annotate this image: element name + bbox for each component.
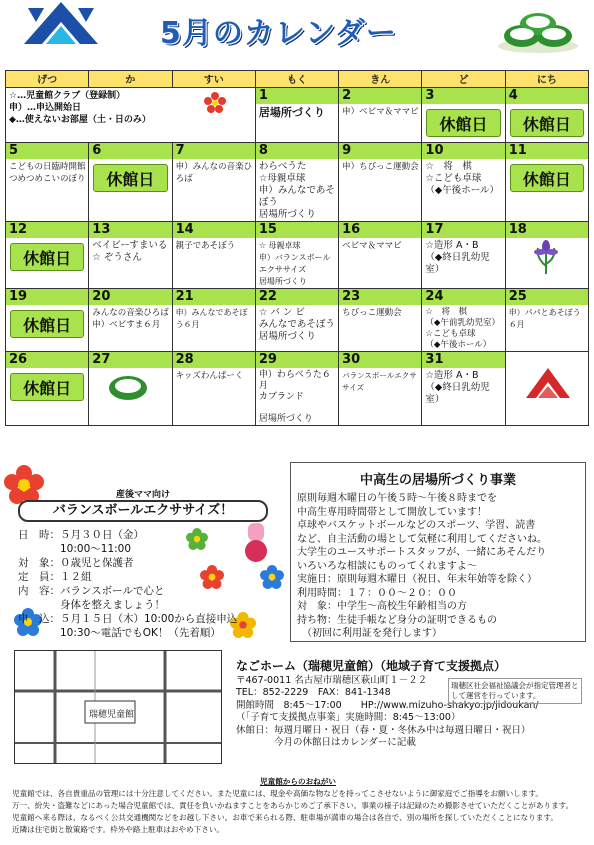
day-number: 3 — [422, 88, 504, 104]
kashiwamochi-icon — [107, 372, 149, 402]
day-number: 4 — [506, 88, 588, 104]
day-number: 31 — [422, 352, 504, 368]
day-cell — [339, 352, 422, 426]
legend-cell — [6, 88, 256, 143]
week-row-5 — [6, 352, 589, 426]
week-row-3 — [6, 222, 589, 289]
day-number: 19 — [6, 289, 88, 305]
day-cell — [89, 143, 172, 222]
closed-label: 休館日 — [10, 243, 84, 271]
day-cell — [172, 222, 255, 289]
day-events: 申）パパとあそぼう６月 — [508, 308, 581, 329]
day-number: 30 — [339, 352, 421, 368]
day-cell — [422, 289, 505, 352]
day-number: 11 — [506, 143, 588, 159]
day-events: ベイビーすまいる ☆ ぞうさん — [92, 240, 168, 263]
weekday-fri: きん — [339, 71, 422, 88]
closed-label: 休館日 — [10, 310, 84, 338]
day-cell — [505, 289, 588, 352]
weekday-wed: すい — [172, 71, 255, 88]
week-row-4 — [6, 289, 589, 352]
iris-icon — [532, 240, 560, 274]
calendar-table — [5, 70, 589, 426]
day-cell — [6, 352, 89, 426]
day-number: 15 — [256, 222, 338, 238]
day-cell — [422, 222, 505, 289]
day-cell — [255, 352, 338, 426]
day-events: こどもの日臨時開館 つめつめこいのぼり — [9, 162, 86, 184]
day-number: 7 — [173, 143, 255, 159]
closed-label: 休館日 — [10, 373, 84, 401]
facility-details: 〒467-0011 名古屋市瑞穂区萩山町１－２２ TEL：852-2229 FAX：841-1348 開館時間 8:45～17:00 HP://www.mizuho-shakyo.jp/jidoukan/ （「子育て支援拠点事業」実施時間：8:45～13:00） 休館日：毎週月曜日・祝日（春・夏・冬休み中は毎週日曜日・祝日） 今月の休館日はカレンダーに記載 — [236, 674, 539, 748]
day-cell — [339, 143, 422, 222]
day-events: 申）ちびっこ運動会 — [342, 162, 419, 172]
day-events: 申）みんなの音楽ひろば — [175, 162, 253, 184]
day-events: ☆造形 A・B （◆終日乳幼児室） — [425, 240, 490, 275]
day-cell — [172, 143, 255, 222]
facility-info — [236, 660, 586, 770]
day-events: 申）わらべうた６月 カブランド 居場所づくり — [258, 370, 331, 424]
day-number: 9 — [339, 143, 421, 159]
day-events: 申）みんなであそぼう６月 — [175, 308, 248, 329]
day-number: 1 — [256, 88, 338, 104]
weekday-thu: もく — [255, 71, 338, 88]
day-events: 親子であそぼう — [175, 241, 236, 251]
page-title: 5月のカレンダー — [160, 16, 397, 51]
day-cell — [505, 222, 588, 289]
weekday-header-row — [6, 71, 589, 88]
day-cell — [89, 222, 172, 289]
day-number: 14 — [173, 222, 255, 238]
youth-program-section — [290, 462, 586, 642]
closed-label: 休館日 — [426, 109, 500, 137]
day-number: 27 — [89, 352, 171, 368]
week-row-2 — [6, 143, 589, 222]
day-cell — [255, 222, 338, 289]
day-cell — [339, 289, 422, 352]
day-number: 5 — [6, 143, 88, 159]
day-events: ☆ 将 棋 （◆午前乳幼児室） ☆こども卓球 （◆午後ホール） — [425, 307, 500, 350]
notice-heading: 児童館からのおねがい — [260, 777, 336, 786]
day-cell — [422, 352, 505, 426]
day-number: 20 — [89, 289, 171, 305]
balance-ball-section — [18, 487, 268, 642]
day-cell — [505, 88, 588, 143]
day-number: 18 — [506, 222, 588, 238]
day-number: 24 — [422, 289, 504, 305]
event-title: バランスボールエクササイズ！ — [18, 500, 268, 522]
day-cell — [422, 88, 505, 143]
weekday-sun: にち — [505, 71, 588, 88]
day-number: 12 — [6, 222, 88, 238]
day-number: 6 — [89, 143, 171, 159]
map-label: 瑞穂児童館 — [89, 710, 135, 720]
day-cell — [422, 143, 505, 222]
day-events: キッズわんぱーく — [175, 371, 244, 381]
day-events: 申）ベビマ＆ママビ — [342, 107, 419, 117]
day-number: 17 — [422, 222, 504, 238]
logo-icon — [22, 0, 100, 46]
notice-text: 児童館では、各自貴重品の管理には十分注意してください。また児童には、現金や高価な物などを持ってこさせないように御家庭でご指導をお願いします。 万一、紛失・盗難などにあった場合児童館では、責任を負いかねますことをあらかじめご了承下さい。事業の様子は記録のため撮影させていただくことがあります。 児童館へ来る際は、なるべく公共交通機関などをお越し下さい。お車で来られる際、駐車場が満車の場合は各自で、別の場所を探していただくことになります。 近隣は住宅街と散策路です。枠外や路上駐車はおやめ下さい。 — [12, 789, 574, 834]
day-events: ☆ 母親卓球 申）バランスボールエクササイズ 居場所づくり — [258, 241, 331, 286]
day-cell — [172, 352, 255, 426]
logo-icon — [524, 364, 572, 400]
day-number: 8 — [256, 143, 338, 159]
day-number: 26 — [6, 352, 88, 368]
closed-label: 休館日 — [510, 109, 584, 137]
logo-cell — [505, 352, 588, 426]
day-events: ちびっこ運動会 — [342, 308, 402, 318]
day-events: わらべうた ☆母親卓球 申）みんなであそぼう 居場所づくり — [258, 161, 335, 220]
closed-label: 休館日 — [93, 164, 167, 192]
target-tag: 産後ママ向け — [115, 490, 170, 500]
day-events: バランスボールエクササイズ — [342, 371, 417, 392]
day-number: 10 — [422, 143, 504, 159]
day-events: みんなの音楽ひろば 申）ベビすま６月 — [92, 308, 169, 330]
weekday-mon: げつ — [6, 71, 89, 88]
day-number: 13 — [89, 222, 171, 238]
day-events: ベビマ＆ママビ — [342, 241, 402, 251]
day-events: ☆ バ ン ビ みんなであそぼう 居場所づくり — [258, 307, 335, 342]
day-number: 2 — [339, 88, 421, 104]
day-number: 23 — [339, 289, 421, 305]
day-cell — [89, 289, 172, 352]
day-number: 28 — [173, 352, 255, 368]
day-cell — [505, 143, 588, 222]
kashiwamochi-icon — [496, 2, 580, 54]
program-title: 中高生の居場所づくり事業 — [359, 473, 516, 488]
day-cell — [339, 88, 422, 143]
program-details: 原則毎週木曜日の午後５時～午後８時までを 中高生専用時間帯として開放しています！ 卓球やバスケットボールなどのスポーツ、学習、読書 など、自主活動の場として気軽に利用してくださいね。 大学生のユースサポートスタッフが、一緒にあそんだり いろいろな相談にものってくれますよ～ 実施日：原則毎週木曜日（祝日、年末年始等を除く） 利用時間：１７：００～２０：００ 対 象：中学生～高校生年齢相当の方 持ち物：生徒手帳など身分の証明できるもの （初回に利用証を発行します） — [297, 493, 547, 639]
flower-icon — [204, 92, 226, 114]
operator-note: 瑞穂区社会福祉協議会が指定管理者として運営を行っています。 — [448, 678, 582, 704]
legend-notes: ☆…児童館クラブ（登録制） 申）…申込開始日 ◆…使えないお部屋（土・日のみ） — [9, 91, 151, 125]
day-cell — [172, 289, 255, 352]
day-cell — [6, 222, 89, 289]
access-map — [14, 650, 222, 764]
day-cell — [255, 289, 338, 352]
day-cell — [339, 222, 422, 289]
day-cell — [89, 352, 172, 426]
day-cell — [255, 88, 338, 143]
day-cell — [6, 143, 89, 222]
weekday-sat: ど — [422, 71, 505, 88]
day-number: 16 — [339, 222, 421, 238]
day-cell — [255, 143, 338, 222]
day-number: 22 — [256, 289, 338, 305]
day-events: 居場所づくり — [258, 106, 325, 119]
day-number: 25 — [506, 289, 588, 305]
closed-label: 休館日 — [510, 164, 584, 192]
week-row-1 — [6, 88, 589, 143]
weekday-tue: か — [89, 71, 172, 88]
day-events: ☆造形 A・B （◆終日乳幼児室） — [425, 370, 490, 405]
day-number: 29 — [256, 352, 338, 368]
facility-name: なごホーム（瑞穂児童館）（地域子育て支援拠点） — [236, 659, 507, 673]
day-cell — [6, 289, 89, 352]
day-number: 21 — [173, 289, 255, 305]
day-events: ☆ 将 棋 ☆こども卓球 （◆午後ホール） — [425, 161, 500, 196]
event-details: 日 時：５月３０日（金） 10:00～11:00 対 象：０歳児と保護者 定 員：１２組 内 容：バランスボールで心と 身体を整えましょう！ 申 込：５月１５日（木）10:00から直接申込 10:30～電話でもOK！（先着順） — [18, 529, 238, 639]
notice-section — [12, 776, 584, 842]
